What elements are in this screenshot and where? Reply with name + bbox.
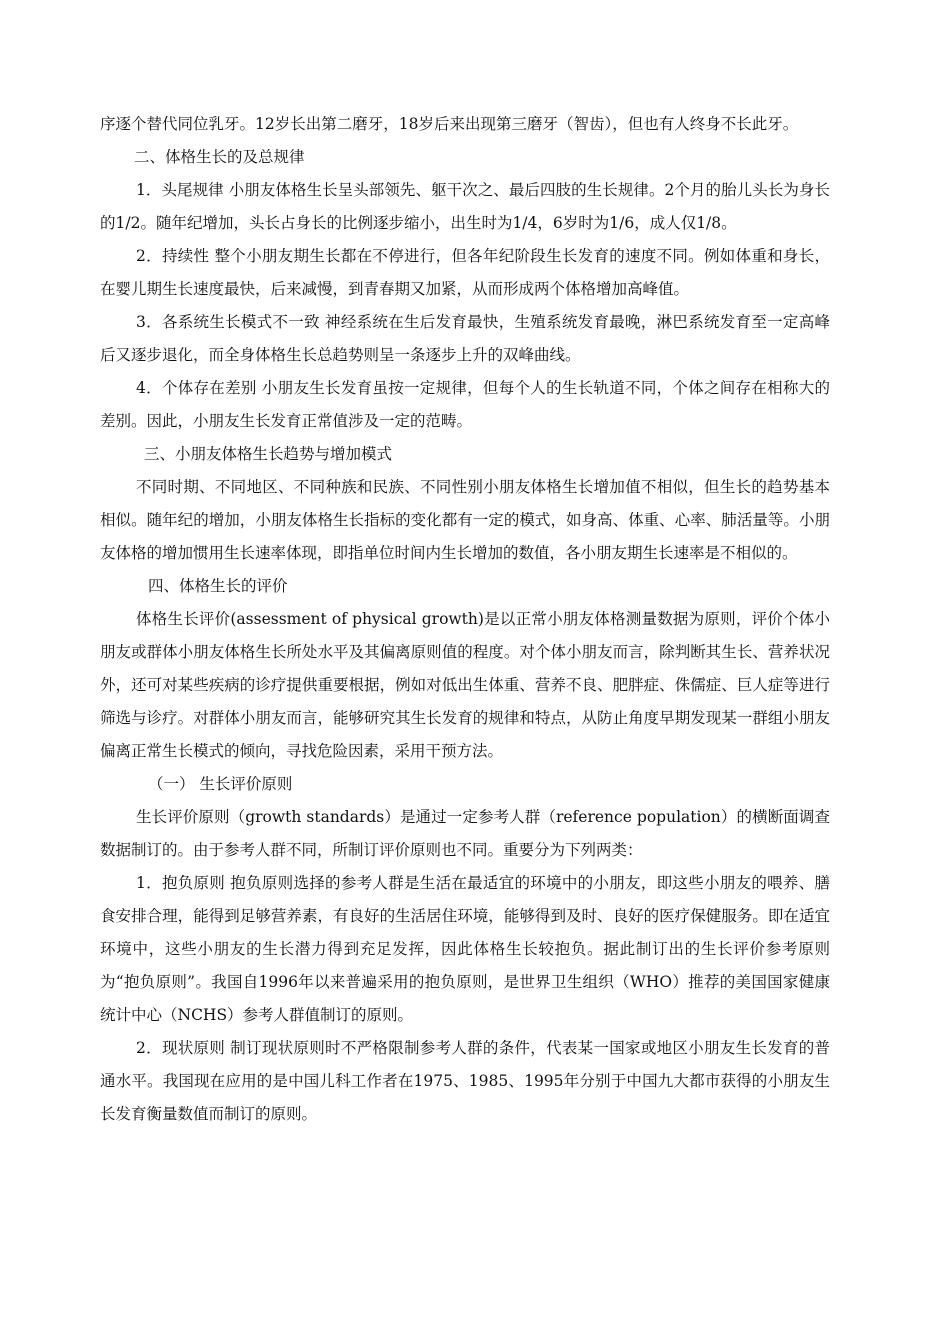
- paragraph-continuity: 2．持续性 整个小朋友期生长都在不停进行，但各年纪阶段生长发育的速度不同。例如体重和身长，在婴儿期生长速度最快，后来减慢，到青春期又加紧，从而形成两个体格增加高峰值。: [100, 247, 830, 298]
- paragraph-system-patterns: 3．各系统生长模式不一致 神经系统在生后发育最快，生殖系统发育最晚，淋巴系统发育至一定高峰后又逐步退化，而全身体格生长总趋势则呈一条逐步上升的双峰曲线。: [100, 313, 830, 364]
- heading-growth-rules: 二、体格生长的及总规律: [134, 148, 305, 166]
- paragraph-evaluation-standards: 生长评价原则（growth standards）是通过一定参考人群（reference population）的横断面调查数据制订的。由于参考人群不同，所制订评价原则也不同。重要分为下列两类：: [100, 808, 830, 859]
- heading-evaluation-standards: （一） 生长评价原则: [148, 775, 293, 793]
- paragraph-individual-difference: 4．个体存在差别 小朋友生长发育虽按一定规律，但每个人的生长轨道不同，个体之间存在相称大的差别。因此，小朋友生长发育正常值涉及一定的范畴。: [100, 379, 830, 430]
- paragraph-growth-evaluation: 体格生长评价(assessment of physical growth)是以正常小朋友体格测量数据为原则，评价个体小朋友或群体小朋友体格生长所处水平及其偏离原则值的程度。对个体小朋友而言，除判断其生长、营养状况外，还可对某些疾病的诊疗提供重要根据，例如对低出生体重、营养不良、肥胖症、侏儒症、巨人症等进行筛选与诊疗。对群体小朋友而言，能够研究其生长发育的规律和特点，从防止角度早期发现某一群组小朋友偏离正常生长模式的倾向，寻找危险因素，采用干预方法。: [100, 610, 830, 760]
- paragraph-growth-trend: 不同时期、不同地区、不同种族和民族、不同性别小朋友体格生长增加值不相似，但生长的趋势基本相似。随年纪的增加，小朋友体格生长指标的变化都有一定的模式，如身高、体重、心率、肺活量等。小朋友体格的增加惯用生长速率体现，即指单位时间内生长增加的数值，各小朋友期生长速率是不相似的。: [100, 478, 830, 562]
- paragraph-head-tail-rule: 1．头尾规律 小朋友体格生长呈头部领先、躯干次之、最后四肢的生长规律。2个月的胎儿头长为身长的1/2。随年纪增加，头长占身长的比例逐步缩小，出生时为1/4，6岁时为1/6，成人仅1/8。: [100, 181, 830, 232]
- heading-growth-evaluation: 四、体格生长的评价: [148, 577, 288, 595]
- paragraph-ideal-standard: 1．抱负原则 抱负原则选择的参考人群是生活在最适宜的环境中的小朋友，即这些小朋友的喂养、膳食安排合理，能得到足够营养素，有良好的生活居住环境，能够得到及时、良好的医疗保健服务。即在适宜环境中，这些小朋友的生长潜力得到充足发挥，因此体格生长较抱负。据此制订出的生长评价参考原则为“抱负原则”。我国自1996年以来普遍采用的抱负原则，是世界卫生组织（WHO）推荐的美国国家健康统计中心（NCHS）参考人群值制订的原则。: [100, 874, 830, 1024]
- paragraph-current-standard: 2．现状原则 制订现状原则时不严格限制参考人群的条件，代表某一国家或地区小朋友生长发育的普通水平。我国现在应用的是中国儿科工作者在1975、1985、1995年分别于中国九大都市获得的小朋友生长发育衡量数值而制订的原则。: [100, 1039, 830, 1123]
- heading-growth-trend: 三、小朋友体格生长趋势与增加模式: [144, 445, 393, 463]
- document-page: [100, 108, 830, 1131]
- paragraph-tooth-continuation: 序逐个替代同位乳牙。12岁长出第二磨牙，18岁后来出现第三磨牙（智齿），但也有人终身不长此牙。: [100, 115, 799, 133]
